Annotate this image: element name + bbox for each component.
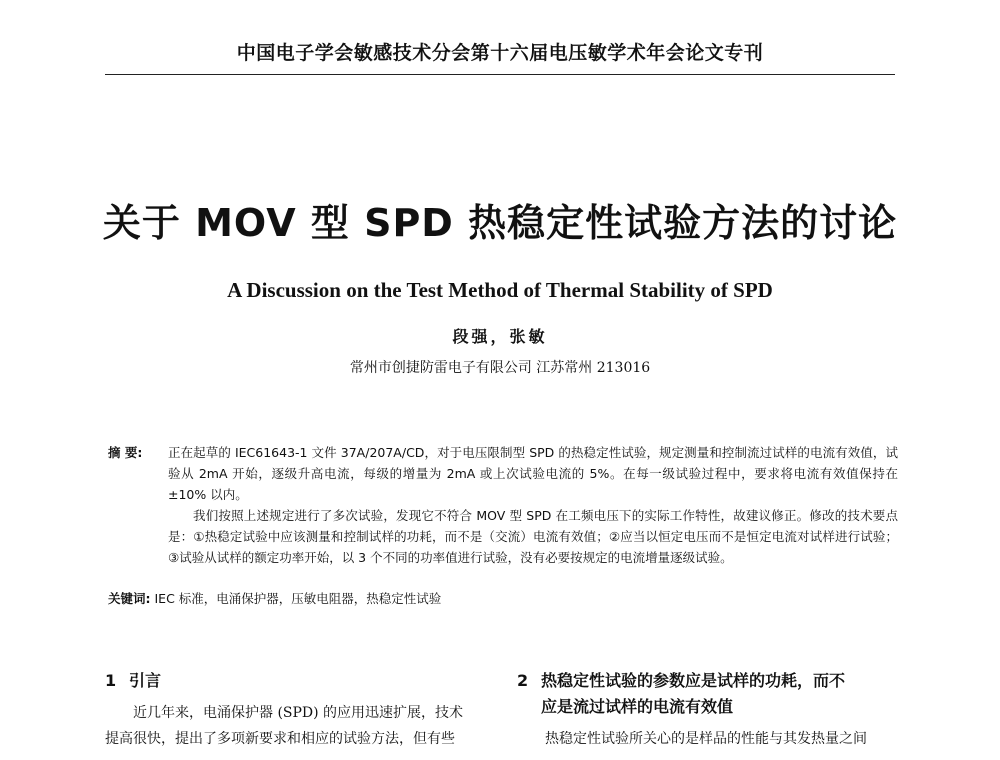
section-2-number: 2 — [517, 671, 529, 690]
paper-title-zh: 关于 MOV 型 SPD 热稳定性试验方法的讨论 — [102, 201, 898, 245]
keywords-text: IEC 标准，电涌保护器，压敏电阻器，热稳定性试验 — [154, 591, 442, 606]
section-2-title-line-1: 热稳定性试验的参数应是试样的功耗，而不 — [541, 671, 846, 690]
header-divider — [105, 74, 895, 75]
section-1-line-2: 提高很快，提出了多项新要求和相应的试验方法，但有些 — [105, 731, 455, 747]
authors: 段强，张敏 — [452, 327, 548, 346]
paper-title-en: A Discussion on the Test Method of Thermal Stability of SPD — [227, 278, 773, 302]
abstract-paragraph-1: 正在起草的 IEC61643-1 文件 37A/207A/CD，对于电压限制型 SPD 的热稳定性试验，规定测量和控制流过试样的电流有效值，试验从 2mA 开始，逐级升高电流，每级的增量为 2mA 或上次试验电流的 5%。在每一级试验过程中，要求将电流有效值保持在 ±10% 以内。 — [168, 445, 898, 502]
abstract-label: 摘 要: — [108, 445, 143, 460]
affiliation: 常州市创捷防雷电子有限公司 江苏常州 213016 — [349, 360, 651, 376]
section-2-title-line-2: 应是流过试样的电流有效值 — [541, 697, 734, 716]
section-1-line-1: 近几年来，电涌保护器 (SPD) 的应用迅速扩展，技术 — [133, 705, 464, 721]
section-2-heading — [517, 668, 902, 694]
section-1-heading — [105, 668, 490, 694]
journal-header: 中国电子学会敏感技术分会第十六届电压敏学术年会论文专刊 — [236, 42, 764, 64]
abstract-paragraph-2: 我们按照上述规定进行了多次试验，发现它不符合 MOV 型 SPD 在工频电压下的实际工作特性，故建议修正。修改的技术要点是：①热稳定试验中应该测量和控制试样的功耗，而不是（交流）电流有效值；②应当以恒定电压而不是恒定电流对试样进行试验；③试验从试样的额定功率开始，以 3 个不同的功率值进行试验，没有必要按规定的电流增量逐级试验。 — [168, 508, 898, 565]
keywords-label: 关键词: — [108, 591, 151, 606]
section-1-number: 1 — [105, 671, 117, 690]
section-1-title: 引言 — [129, 671, 162, 690]
section-2-line-1: 热稳定性试验所关心的是样品的性能与其发热量之间 — [545, 731, 867, 747]
column-left — [105, 668, 490, 752]
column-right — [517, 668, 902, 752]
keywords — [108, 589, 898, 607]
abstract — [108, 442, 898, 568]
